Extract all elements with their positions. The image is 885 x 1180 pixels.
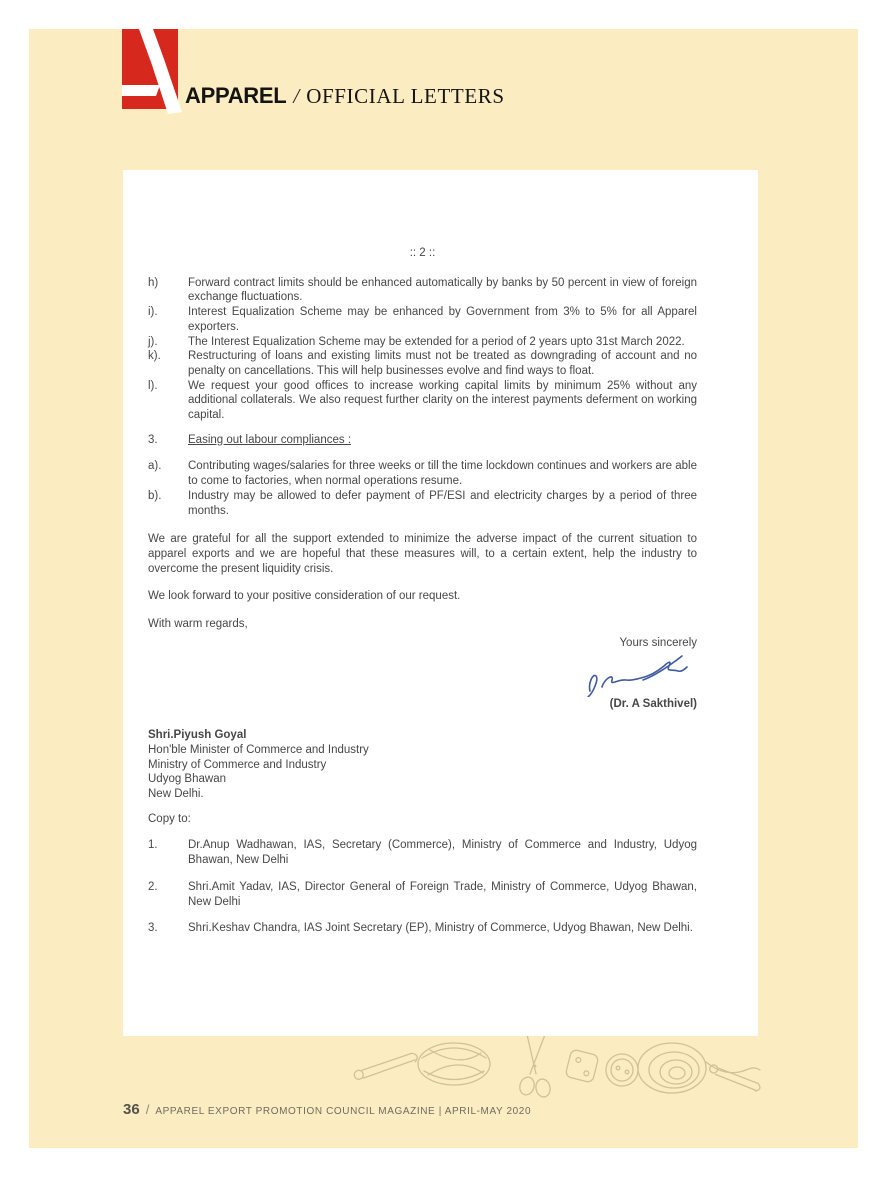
list-item-text: The Interest Equalization Scheme may be extended for a period of 2 years upto 31st March 2022. <box>188 335 685 348</box>
list-item-i <box>148 305 697 334</box>
handwritten-signature-icon <box>583 651 693 697</box>
list-item-label: b). <box>148 489 162 502</box>
footer-text: APPAREL EXPORT PROMOTION COUNCIL MAGAZINE | APRIL-MAY 2020 <box>155 1106 532 1117</box>
copy-item-number: 3. <box>148 922 158 935</box>
header-separator: / <box>293 84 300 108</box>
section-title: OFFICIAL LETTERS <box>306 84 505 108</box>
addressee-block <box>148 728 697 802</box>
list-item-label: k). <box>148 350 161 363</box>
letter-page-marker: :: 2 :: <box>409 247 436 259</box>
list-item-j <box>148 335 697 350</box>
section-heading: Easing out labour compliances : <box>188 433 352 446</box>
list-item-text: Restructuring of loans and existing limits must not be treated as downgrading of account and no penalty on cancellations. This will help businesses evolve and find ways to float. <box>188 350 697 377</box>
list-item-k <box>148 349 697 378</box>
addressee-line: Hon'ble Minister of Commerce and Industry <box>148 743 369 756</box>
signatory-name: (Dr. A Sakthivel) <box>609 698 697 711</box>
list-item-label: h) <box>148 276 159 289</box>
apparel-a-logo-icon <box>122 29 184 117</box>
signature-block <box>148 636 697 712</box>
copy-to-label: Copy to: <box>148 812 191 825</box>
copy-item-text: Shri.Amit Yadav, IAS, Director General of Foreign Trade, Ministry of Commerce, Udyog Bhawan, New Delhi <box>188 880 697 908</box>
copy-item-text: Shri.Keshav Chandra, IAS Joint Secretary (EP), Ministry of Commerce, Udyog Bhawan, New Delhi. <box>188 922 693 935</box>
list-item-text: Interest Equalization Scheme may be enhanced by Government from 3% to 5% for all Apparel exporters. <box>188 306 697 333</box>
page-number: 36 <box>123 1101 140 1118</box>
list-item-text: Industry may be allowed to defer payment of PF/ESI and electricity charges by a period of three months. <box>188 489 697 517</box>
list-item-text: We request your good offices to increase working capital limits by minimum 25% without any additional collaterals. We also request further clarity on the interest payments deferment on working capital. <box>188 379 697 422</box>
copy-to-item-1 <box>148 838 697 867</box>
page-footer <box>123 1101 531 1118</box>
copy-item-number: 1. <box>148 839 158 852</box>
sign-off: Yours sincerely <box>619 636 697 649</box>
list-item-l <box>148 379 697 423</box>
addressee-line: Ministry of Commerce and Industry <box>148 758 327 771</box>
addressee-line: New Delhi. <box>148 787 204 800</box>
addressee-line: Udyog Bhawan <box>148 773 226 786</box>
list-item-label: a). <box>148 460 162 473</box>
addressee-name: Shri.Piyush Goyal <box>148 729 247 742</box>
sewing-notions-sketch-icon <box>350 1030 762 1106</box>
copy-item-number: 2. <box>148 880 158 893</box>
page-header <box>185 83 505 109</box>
section-number: 3. <box>148 433 158 446</box>
list-item-text: Contributing wages/salaries for three weeks or till the time lockdown continues and workers are able to come to factories, when normal operations resume. <box>188 460 697 488</box>
letter-document <box>123 170 758 1036</box>
copy-to-item-3 <box>148 921 697 936</box>
closing-paragraph: We are grateful for all the support extended to minimize the adverse impact of the current situation to apparel exports and we are hopeful that these measures will, to a certain extent, help the industry to overcome the present liquidity crisis. <box>148 533 697 575</box>
list-item-h <box>148 276 697 305</box>
list-item-text: Forward contract limits should be enhanced automatically by banks by 50 percent in view of foreign exchange fluctuations. <box>188 276 697 304</box>
magazine-name: APPAREL <box>185 83 287 108</box>
list-item-a <box>148 459 697 488</box>
closing-paragraph: With warm regards, <box>148 618 248 631</box>
list-item-label: i). <box>148 306 158 319</box>
list-item-label: l). <box>148 379 158 392</box>
footer-separator: / <box>145 1102 150 1117</box>
list-item-label: j). <box>148 335 158 348</box>
closing-paragraph: We look forward to your positive consideration of our request. <box>148 590 461 603</box>
section-3-heading-row <box>148 433 697 448</box>
copy-item-text: Dr.Anup Wadhawan, IAS, Secretary (Commerce), Ministry of Commerce and Industry, Udyog Bhawan, New Delhi <box>188 839 697 867</box>
copy-to-item-2 <box>148 880 697 909</box>
list-item-b <box>148 489 697 518</box>
